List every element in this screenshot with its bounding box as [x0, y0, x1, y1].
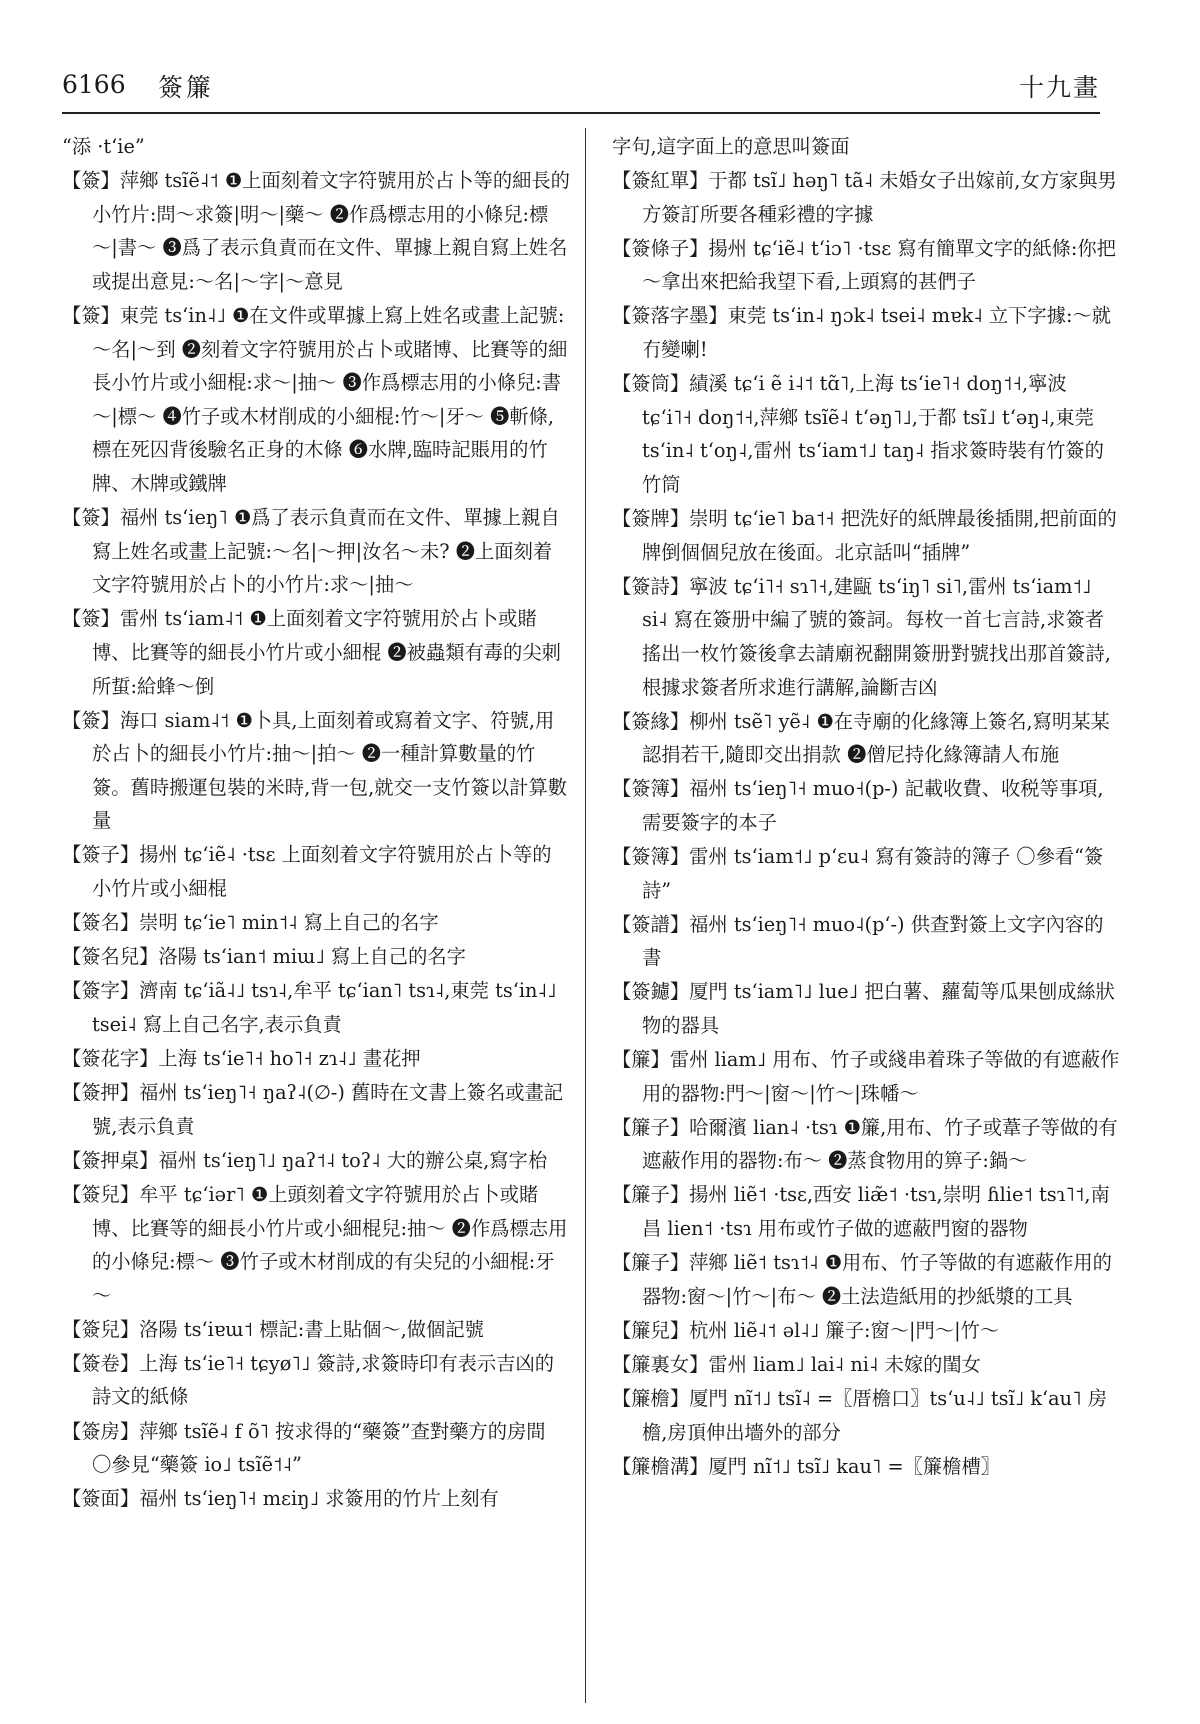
dictionary-entry: 【簽筒】績溪 tɕ‘i ẽ i˨˦ tɑ̃˥,上海 ts‘ie˥˧ doŋ˦˧,寧波 tɕ‘i˥˧ doŋ˦˧,萍鄉 tsĩẽ˨ t‘əŋ˥˩,于都 tsĩ˩ t‘əŋ˨,東莞 ts‘in˨ t‘oŋ˨,雷州 ts‘iam˦˩ taŋ˨ 指求簽時裝有竹簽的竹筒	[612, 372, 1104, 496]
dictionary-entry: 【簽卷】上海 ts‘ie˥˧ tɕyø˥˩ 簽詩,求簽時印有表示吉凶的詩文的紙條	[62, 1351, 555, 1409]
dictionary-entry: 【簽兒】牟平 tɕ‘iər˥ ❶上頭刻着文字符號用於占卜或賭博、比賽等的細長小竹片或小細棍兒:抽～ ❷作爲標志用的小條兒:標～ ❸竹子或木材削成的有尖兒的小細棍:牙～	[62, 1182, 568, 1307]
dictionary-entry: 【簾檐】厦門 nĩ˦˩ tsĩ˨ =〖厝檐口〗ts‘u˨˩ tsĩ˩ k‘au˥ 房檐,房頂伸出墻外的部分	[612, 1386, 1107, 1444]
dictionary-entry: 【簽簿】福州 ts‘ieŋ˥˧ muo˧(p-) 記載收費、收税等事項,需要簽字的本子	[612, 777, 1104, 834]
dictionary-entry: 【簽】雷州 ts‘iam˨˦ ❶上面刻着文字符號用於占卜或賭博、比賽等的細長小竹片或小細棍 ❷被蟲類有毒的尖刺所蜇:給蜂～倒	[62, 607, 561, 698]
section-title: 十九畫	[1018, 73, 1100, 102]
dictionary-entry: 【簽緣】柳州 tsẽ˥ yẽ˨ ❶在寺廟的化緣簿上簽名,寫明某某認捐若干,隨即交出捐款 ❷僧尼持化緣簿請人布施	[612, 709, 1110, 767]
dictionary-entry: 【簽兒】洛陽 ts‘iɐɯ˦ 標記:書上貼個～,做個記號	[62, 1317, 484, 1341]
dictionary-entry: 【簽條子】揚州 tɕ‘iẽ˨ t‘iɔ˥ ·tsɛ 寫有簡單文字的紙條:你把～拿出來把給我望下看,上頭寫的甚們子	[612, 236, 1116, 294]
dictionary-entry: 【簽鑢】厦門 ts‘iam˥˩ lue˩ 把白薯、蘿蔔等瓜果刨成絲狀物的器具	[612, 980, 1115, 1037]
dictionary-entry: 【簽名】崇明 tɕ‘ie˥ min˦˨ 寫上自己的名字	[62, 911, 439, 935]
dictionary-entry: 【簾子】哈爾濱 lian˨ ·tsɿ ❶簾,用布、竹子或葦子等做的有遮蔽作用的器物:布～ ❷蒸食物用的箅子:鍋～	[612, 1115, 1118, 1173]
entry-continuation: 字句,這字面上的意思叫簽面	[612, 135, 850, 158]
dictionary-entry: 【簾檐溝】厦門 nĩ˦˩ tsĩ˩ kau˥ =〖簾檐槽〗	[612, 1454, 1001, 1478]
dictionary-entry: 【簽面】福州 ts‘ieŋ˥˧ mɛiŋ˩ 求簽用的竹片上刻有	[62, 1487, 499, 1511]
dictionary-entry: 【簾兒】杭州 liẽ˨˦ əl˨˩ 簾子:窗～|門～|竹～	[612, 1318, 1000, 1342]
dictionary-entry: 【簾裏女】雷州 liam˩ lai˨ ni˨ 未嫁的閨女	[612, 1352, 981, 1376]
dictionary-entry: 【簽】海口 siam˨˦ ❶卜具,上面刻着或寫着文字、符號,用於占卜的細長小竹片:抽～|拍～ ❷一種計算數量的竹簽。舊時搬運包裝的米時,背一包,就交一支竹簽以計算數量	[62, 708, 568, 833]
column-divider	[585, 128, 586, 1703]
dictionary-entry: 【簽押】福州 ts‘ieŋ˥˧ ŋaʔ˨(∅-) 舊時在文書上簽名或畫記號,表示負責	[62, 1081, 564, 1138]
dictionary-entry: 【簽簿】雷州 ts‘iam˦˩ p‘ɛu˨ 寫有簽詩的簿子 〇參看“簽詩”	[612, 844, 1104, 902]
dictionary-entry: 【簾子】萍鄉 liẽ˦ tsɿ˦˨ ❶用布、竹子等做的有遮蔽作用的器物:窗～|竹～|布～ ❷土法造紙用的抄紙漿的工具	[612, 1251, 1112, 1308]
dictionary-entry: 【簾】雷州 liam˩ 用布、竹子或綫串着珠子等做的有遮蔽作用的器物:門～|窗～|竹～|珠幡～	[612, 1048, 1120, 1105]
dictionary-entry: 【簽押桌】福州 ts‘ieŋ˥˩ ŋaʔ˦˨ toʔ˨ 大的辦公桌,寫字枱	[62, 1148, 548, 1172]
dictionary-entry: 【簽譜】福州 ts‘ieŋ˥˧ muo˨(p‘-) 供查對簽上文字內容的書	[612, 912, 1104, 970]
dictionary-entry: 【簽名兒】洛陽 ts‘ian˦ miɯ˩ 寫上自己的名字	[62, 945, 466, 969]
dictionary-entry: 【簽字】濟南 tɕ‘iã˨˩ tsɿ˨,牟平 tɕ‘ian˥ tsɿ˨,東莞 ts‘in˨˩ tsei˨ 寫上自己名字,表示負責	[62, 979, 557, 1036]
header-headwords: 簽簾	[158, 73, 215, 102]
page-number: 6166	[62, 70, 126, 99]
dictionary-entry: 【簽】東莞 ts‘in˨˩ ❶在文件或單據上寫上姓名或畫上記號:～名|～到 ❷刻着文字符號用於占卜或賭博、比賽等的細長小竹片或小細棍:求～|抽～ ❸作爲標志用的小條兒:書～|標～ ❹竹子或木材削成的小細棍:竹～|牙～ ❺斬條,標在死囚背後驗名正身的木條 ❻水牌,臨時記賬用的竹牌、木牌或鐵牌	[62, 303, 568, 495]
dictionary-entry: 【簽詩】寧波 tɕ‘i˥˧ sɿ˥˧,建甌 ts‘iŋ˥ si˥,雷州 ts‘iam˦˩ si˨ 寫在簽册中編了號的簽詞。每枚一首七言詩,求簽者搖出一枚竹簽後拿去請廟祝翻開簽册對號找出那首簽詩,根據求簽者所求進行講解,論斷吉凶	[612, 574, 1111, 699]
left-column	[62, 130, 570, 1516]
entry-continuation: “添 ·t‘ie”	[62, 135, 145, 158]
page-header	[62, 66, 1100, 114]
dictionary-entry: 【簾子】揚州 liẽ˦ ·tsɛ,西安 liæ̃˦ ·tsɿ,崇明 ɦlie˦ tsɿ˥˦,南昌 lien˦ ·tsɿ 用布或竹子做的遮蔽門窗的器物	[612, 1183, 1110, 1240]
dictionary-entry: 【簽】福州 ts‘ieŋ˥ ❶爲了表示負責而在文件、單據上親自寫上姓名或畫上記號:～名|～押|汝名～未? ❷上面刻着文字符號用於占卜的小竹片:求～|抽～	[62, 506, 560, 597]
dictionary-entry: 【簽花字】上海 ts‘ie˥˧ ho˥˧ zɿ˨˩ 畫花押	[62, 1047, 421, 1071]
dictionary-entry: 【簽牌】崇明 tɕ‘ie˥ ba˦˧ 把洗好的紙牌最後插開,把前面的牌倒個個兒放在後面。北京話叫“插牌”	[612, 507, 1117, 564]
dictionary-entry: 【簽】萍鄉 tsĩẽ˨˦ ❶上面刻着文字符號用於占卜等的細長的小竹片:問～求簽|明～|藥～ ❷作爲標志用的小條兒:標～|書～ ❸爲了表示負責而在文件、單據上親自寫上姓名或提出意見:～名|～字|～意見	[62, 169, 570, 293]
dictionary-entry: 【簽紅單】于都 tsĩ˩ həŋ˥ tã˨ 未婚女子出嫁前,女方家與男方簽訂所要各種彩禮的字據	[612, 169, 1117, 226]
dictionary-entry: 【簽子】揚州 tɕ‘iẽ˨ ·tsɛ 上面刻着文字符號用於占卜等的小竹片或小細棍	[62, 843, 552, 901]
dictionary-entry: 【簽落字墨】東莞 ts‘in˨ ŋɔk˨ tsei˨ mɐk˨ 立下字據:～就冇變喇!	[612, 304, 1112, 362]
dictionary-entry: 【簽房】萍鄉 tsĩẽ˨ f õ˥ 按求得的“藥簽”查對藥方的房間 〇參見“藥簽 io˩ tsĩẽ˦˨”	[62, 1419, 546, 1477]
right-column	[612, 130, 1120, 1484]
